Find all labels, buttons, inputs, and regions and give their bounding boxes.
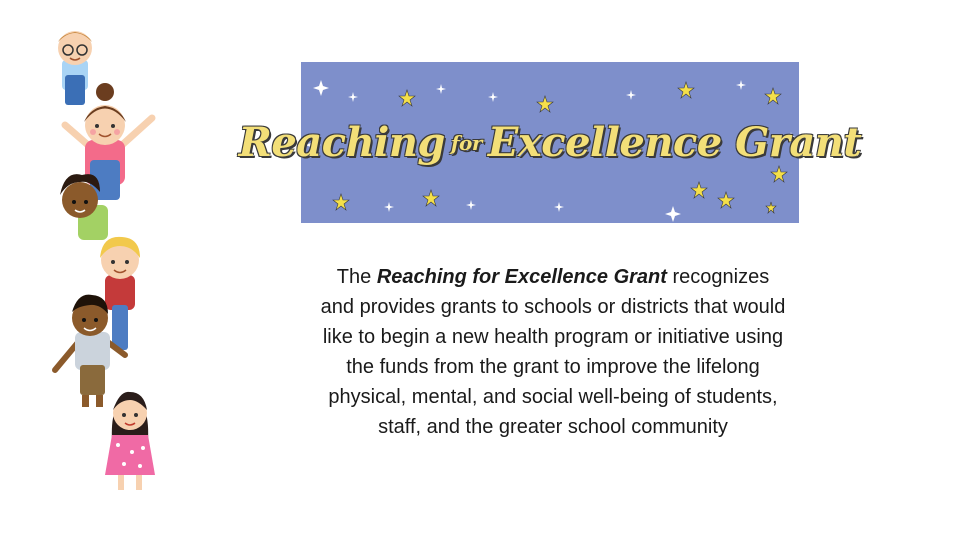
children-illustration: [40, 20, 170, 495]
banner-title-part3: Excellence Grant: [487, 119, 862, 166]
grant-banner: [238, 62, 862, 223]
banner-title-part1: Reaching: [238, 119, 445, 166]
cartoon-children-icon: [40, 20, 170, 495]
kid-glasses-icon: [58, 31, 92, 105]
banner-title-part2: for: [450, 130, 482, 155]
program-name: Reaching for Excellence Grant: [376, 266, 667, 288]
description-intro: The: [336, 266, 372, 288]
kid-pink-dress-girl-icon: [105, 392, 155, 490]
banner-title: [238, 62, 862, 223]
description-body: recognizes and provides grants to schools or districts that would like to begin a new health program or initiative using the funds from the grant to improve the lifelong physical, mental, and social well-being of students, staff, and the greater school community: [320, 266, 786, 438]
grant-description: [318, 262, 788, 442]
